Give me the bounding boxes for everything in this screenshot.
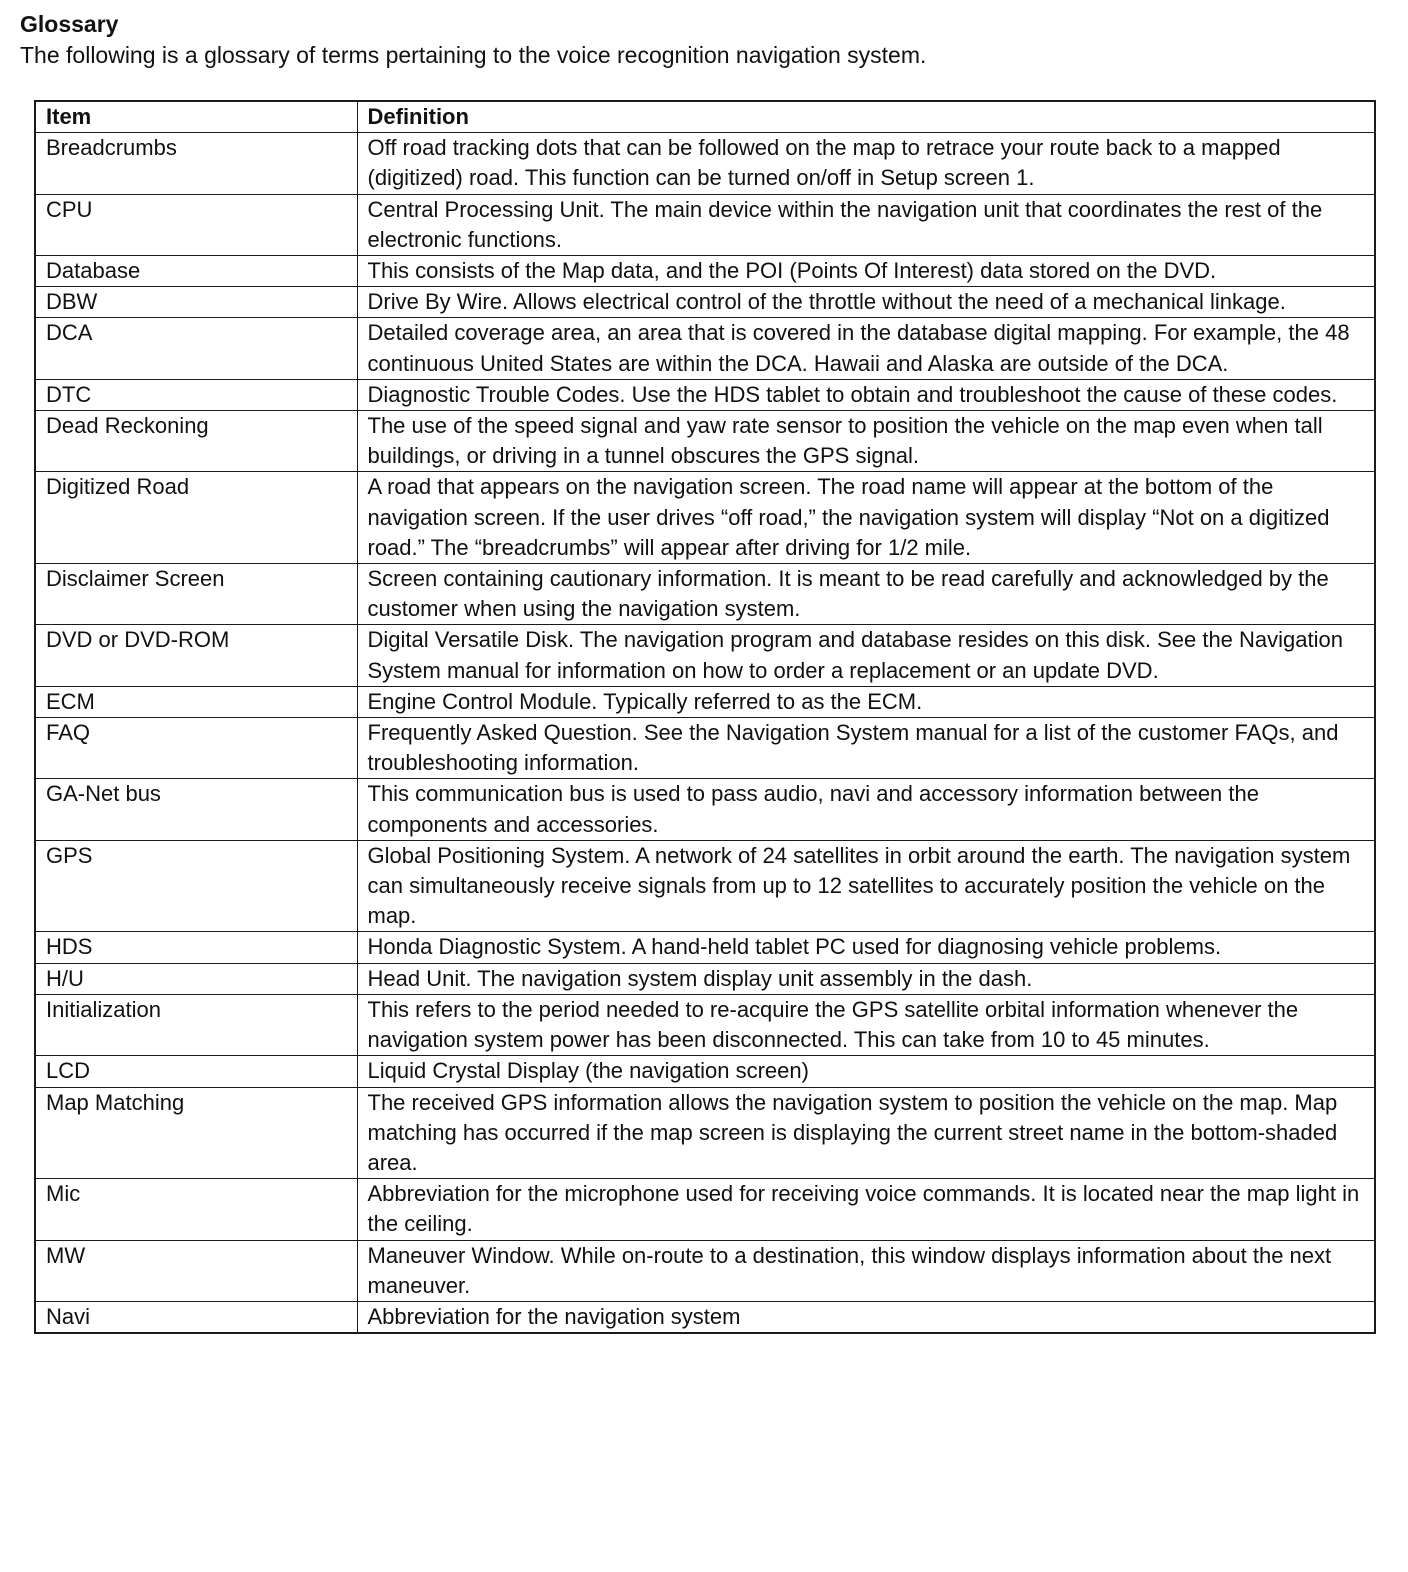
glossary-definition: Liquid Crystal Display (the navigation screen)	[357, 1056, 1375, 1087]
glossary-definition: Digital Versatile Disk. The navigation program and database resides on this disk. See the Navigation System manual for information on how to order a replacement or an update DVD.	[357, 625, 1375, 686]
table-row	[35, 718, 1375, 779]
table-row	[35, 686, 1375, 717]
glossary-term: GA-Net bus	[35, 779, 357, 840]
glossary-definition: This consists of the Map data, and the POI (Points Of Interest) data stored on the DVD.	[357, 256, 1375, 287]
table-row	[35, 133, 1375, 194]
column-header-item: Item	[35, 101, 357, 133]
glossary-term: Initialization	[35, 994, 357, 1055]
glossary-definition: Honda Diagnostic System. A hand-held tablet PC used for diagnosing vehicle problems.	[357, 932, 1375, 963]
table-row	[35, 194, 1375, 255]
table-row	[35, 994, 1375, 1055]
glossary-term: Map Matching	[35, 1087, 357, 1179]
table-row	[35, 1301, 1375, 1333]
glossary-definition: This refers to the period needed to re-acquire the GPS satellite orbital information whenever the navigation system power has been disconnected. This can take from 10 to 45 minutes.	[357, 994, 1375, 1055]
glossary-term: Dead Reckoning	[35, 411, 357, 472]
glossary-term: DCA	[35, 318, 357, 379]
table-row	[35, 287, 1375, 318]
table-row	[35, 411, 1375, 472]
table-row	[35, 472, 1375, 564]
glossary-definition: Maneuver Window. While on-route to a destination, this window displays information about the next maneuver.	[357, 1240, 1375, 1301]
glossary-definition: Frequently Asked Question. See the Navigation System manual for a list of the customer FAQs, and troubleshooting information.	[357, 718, 1375, 779]
glossary-term: GPS	[35, 840, 357, 932]
glossary-term: HDS	[35, 932, 357, 963]
table-row	[35, 1179, 1375, 1240]
glossary-definition: Global Positioning System. A network of 24 satellites in orbit around the earth. The navigation system can simultaneously receive signals from up to 12 satellites to accurately position the vehicle on the map.	[357, 840, 1375, 932]
table-row	[35, 840, 1375, 932]
glossary-term: ECM	[35, 686, 357, 717]
glossary-term: DTC	[35, 379, 357, 410]
glossary-definition: Head Unit. The navigation system display unit assembly in the dash.	[357, 963, 1375, 994]
glossary-term: DVD or DVD-ROM	[35, 625, 357, 686]
table-row	[35, 625, 1375, 686]
glossary-definition: Detailed coverage area, an area that is covered in the database digital mapping. For example, the 48 continuous United States are within the DCA. Hawaii and Alaska are outside of the DCA.	[357, 318, 1375, 379]
table-row	[35, 932, 1375, 963]
glossary-term: Navi	[35, 1301, 357, 1333]
column-header-definition: Definition	[357, 101, 1375, 133]
glossary-table	[34, 100, 1376, 1334]
glossary-definition: This communication bus is used to pass audio, navi and accessory information between the components and accessories.	[357, 779, 1375, 840]
table-row	[35, 1240, 1375, 1301]
table-row	[35, 963, 1375, 994]
glossary-definition: The use of the speed signal and yaw rate sensor to position the vehicle on the map even when tall buildings, or driving in a tunnel obscures the GPS signal.	[357, 411, 1375, 472]
glossary-body	[35, 133, 1375, 1333]
glossary-definition: Drive By Wire. Allows electrical control of the throttle without the need of a mechanical linkage.	[357, 287, 1375, 318]
glossary-definition: Screen containing cautionary information. It is meant to be read carefully and acknowledged by the customer when using the navigation system.	[357, 564, 1375, 625]
glossary-definition: Abbreviation for the microphone used for receiving voice commands. It is located near the map light in the ceiling.	[357, 1179, 1375, 1240]
glossary-term: Mic	[35, 1179, 357, 1240]
glossary-term: Breadcrumbs	[35, 133, 357, 194]
glossary-term: Database	[35, 256, 357, 287]
table-header-row	[35, 101, 1375, 133]
table-row	[35, 1056, 1375, 1087]
glossary-term: LCD	[35, 1056, 357, 1087]
glossary-term: CPU	[35, 194, 357, 255]
glossary-definition: Abbreviation for the navigation system	[357, 1301, 1375, 1333]
glossary-term: MW	[35, 1240, 357, 1301]
glossary-definition: Off road tracking dots that can be followed on the map to retrace your route back to a mapped (digitized) road. This function can be turned on/off in Setup screen 1.	[357, 133, 1375, 194]
page-title: Glossary	[20, 11, 119, 37]
glossary-term: Digitized Road	[35, 472, 357, 564]
glossary-term: DBW	[35, 287, 357, 318]
table-row	[35, 318, 1375, 379]
table-row	[35, 564, 1375, 625]
glossary-term: H/U	[35, 963, 357, 994]
glossary-definition: Engine Control Module. Typically referred to as the ECM.	[357, 686, 1375, 717]
glossary-definition: Diagnostic Trouble Codes. Use the HDS tablet to obtain and troubleshoot the cause of these codes.	[357, 379, 1375, 410]
glossary-term: Disclaimer Screen	[35, 564, 357, 625]
table-row	[35, 256, 1375, 287]
glossary-definition: A road that appears on the navigation screen. The road name will appear at the bottom of the navigation screen. If the user drives “off road,” the navigation system will display “Not on a digitized road.” The “breadcrumbs” will appear after driving for 1/2 mile.	[357, 472, 1375, 564]
table-row	[35, 1087, 1375, 1179]
table-row	[35, 779, 1375, 840]
intro-text: The following is a glossary of terms pertaining to the voice recognition navigation system.	[20, 42, 927, 68]
glossary-definition: Central Processing Unit. The main device within the navigation unit that coordinates the rest of the electronic functions.	[357, 194, 1375, 255]
glossary-term: FAQ	[35, 718, 357, 779]
table-row	[35, 379, 1375, 410]
glossary-definition: The received GPS information allows the navigation system to position the vehicle on the map. Map matching has occurred if the map screen is displaying the current street name in the bottom-shaded area.	[357, 1087, 1375, 1179]
